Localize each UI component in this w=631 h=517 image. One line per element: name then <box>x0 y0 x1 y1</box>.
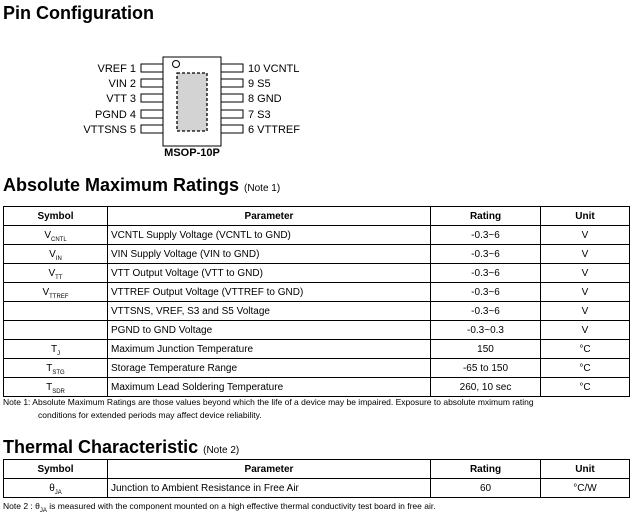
abs-max-note-line2: conditions for extended periods may affect device reliability. <box>38 410 262 420</box>
right-pin-8 <box>221 93 282 105</box>
rating-cell: -65 to 150 <box>431 359 541 378</box>
thermal-note <box>3 500 436 515</box>
pin-lead <box>221 125 243 133</box>
unit-cell: °C <box>541 359 630 378</box>
thermal-note-ref: (Note 2) <box>203 445 240 456</box>
pin-label: VIN 2 <box>108 78 136 90</box>
unit-cell: °C <box>541 340 630 359</box>
symbol-cell: $T_{SDR}$ <box>4 378 108 397</box>
parameter-cell: VTTSNS, VREF, S3 and S5 Voltage <box>108 302 431 321</box>
header-rating: Rating <box>431 460 541 479</box>
header-rating: Rating <box>431 207 541 226</box>
parameter-cell: PGND to GND Voltage <box>108 321 431 340</box>
unit-cell: °C <box>541 378 630 397</box>
pin-lead <box>141 125 163 133</box>
right-pin-10 <box>221 63 299 75</box>
rating-cell: -0.3~6 <box>431 226 541 245</box>
table-row <box>4 226 630 245</box>
right-pin-9 <box>221 78 271 90</box>
table-row <box>4 264 630 283</box>
table-row <box>4 245 630 264</box>
pin-lead <box>221 94 243 102</box>
rating-cell: 260, 10 sec <box>431 378 541 397</box>
pin-label: 10 VCNTL <box>248 63 300 75</box>
pin-lead <box>141 94 163 102</box>
parameter-cell: VTT Output Voltage (VTT to GND) <box>108 264 431 283</box>
symbol-cell: $T_J$ <box>4 340 108 359</box>
parameter-cell: Maximum Lead Soldering Temperature <box>108 378 431 397</box>
left-pin-3 <box>106 93 163 105</box>
left-pin-2 <box>108 78 163 90</box>
pin-label: VREF 1 <box>97 63 136 75</box>
header-unit: Unit <box>541 460 630 479</box>
unit-cell: V <box>541 264 630 283</box>
thermal-note-sub: JA <box>39 508 47 514</box>
abs-max-note-line1: Note 1: Absolute Maximum Ratings are those values beyond which the life of a device may be impaired. Exposure to absolute mximum rating <box>3 397 534 407</box>
pin-diagram <box>0 52 400 166</box>
unit-cell: V <box>541 283 630 302</box>
symbol-cell: $V_{CNTL}$ <box>4 226 108 245</box>
pin-lead <box>141 110 163 118</box>
pin-label: 7 S3 <box>248 109 271 121</box>
right-pin-7 <box>221 109 271 121</box>
rating-cell: 150 <box>431 340 541 359</box>
package-label: MSOP-10P <box>164 147 220 159</box>
header-symbol: Symbol <box>4 460 108 479</box>
table-row <box>4 302 630 321</box>
symbol-cell <box>4 302 108 321</box>
abs-max-heading <box>3 175 280 196</box>
pin-label: VTTSNS 5 <box>83 124 136 136</box>
rating-cell: -0.3~6 <box>431 245 541 264</box>
symbol-cell: $\theta_{JA}$ <box>4 479 108 498</box>
pin-label: 6 VTTREF <box>248 124 300 136</box>
left-pin-5 <box>83 124 163 136</box>
thermal-note-prefix: Note 2 : θ <box>3 501 40 511</box>
thermal-note-rest: is measured with the component mounted on a high effective thermal conductivity test board in free air. <box>46 501 436 511</box>
symbol-cell: $T_{STG}$ <box>4 359 108 378</box>
pin-lead <box>141 79 163 87</box>
abs-max-note-ref: (Note 1) <box>244 183 281 194</box>
table-row <box>4 378 630 397</box>
thermal-title: Thermal Characteristic <box>3 437 199 457</box>
parameter-cell: VTTREF Output Voltage (VTTREF to GND) <box>108 283 431 302</box>
unit-cell: V <box>541 302 630 321</box>
symbol-cell: $V_{IN}$ <box>4 245 108 264</box>
thermal-header-row <box>4 460 630 479</box>
table-row <box>4 340 630 359</box>
parameter-cell: Maximum Junction Temperature <box>108 340 431 359</box>
right-pin-6 <box>221 124 300 136</box>
ic-die-pad <box>177 73 207 131</box>
parameter-cell: VCNTL Supply Voltage (VCNTL to GND) <box>108 226 431 245</box>
pin-lead <box>221 110 243 118</box>
table-row <box>4 479 630 498</box>
symbol-cell: $V_{TT}$ <box>4 264 108 283</box>
rating-cell: -0.3~6 <box>431 302 541 321</box>
header-parameter: Parameter <box>108 460 431 479</box>
pin-lead <box>141 64 163 72</box>
rating-cell: -0.3~0.3 <box>431 321 541 340</box>
parameter-cell: VIN Supply Voltage (VIN to GND) <box>108 245 431 264</box>
thermal-heading <box>3 437 239 458</box>
parameter-cell: Storage Temperature Range <box>108 359 431 378</box>
pin-label: VTT 3 <box>106 93 136 105</box>
header-symbol: Symbol <box>4 207 108 226</box>
table-row <box>4 359 630 378</box>
abs-max-title: Absolute Maximum Ratings <box>3 175 240 195</box>
thermal-table <box>3 459 630 498</box>
abs-max-note <box>3 396 534 422</box>
table-row <box>4 283 630 302</box>
pin-lead <box>221 64 243 72</box>
pin-label: PGND 4 <box>95 109 136 121</box>
abs-max-header-row <box>4 207 630 226</box>
rating-cell: 60 <box>431 479 541 498</box>
symbol-cell <box>4 321 108 340</box>
pin-lead <box>221 79 243 87</box>
header-unit: Unit <box>541 207 630 226</box>
unit-cell: V <box>541 245 630 264</box>
symbol-cell: $V_{TTREF}$ <box>4 283 108 302</box>
abs-max-table <box>3 206 630 397</box>
header-parameter: Parameter <box>108 207 431 226</box>
pin-label: 9 S5 <box>248 78 271 90</box>
left-pin-1 <box>97 63 163 75</box>
pin1-marker <box>173 61 180 68</box>
rating-cell: -0.3~6 <box>431 264 541 283</box>
rating-cell: -0.3~6 <box>431 283 541 302</box>
left-pin-4 <box>95 109 163 121</box>
unit-cell: V <box>541 226 630 245</box>
pin-label: 8 GND <box>248 93 282 105</box>
table-row <box>4 321 630 340</box>
parameter-cell: Junction to Ambient Resistance in Free Air <box>108 479 431 498</box>
unit-cell: V <box>541 321 630 340</box>
pin-configuration-heading: Pin Configuration <box>3 3 154 23</box>
unit-cell: °C/W <box>541 479 630 498</box>
